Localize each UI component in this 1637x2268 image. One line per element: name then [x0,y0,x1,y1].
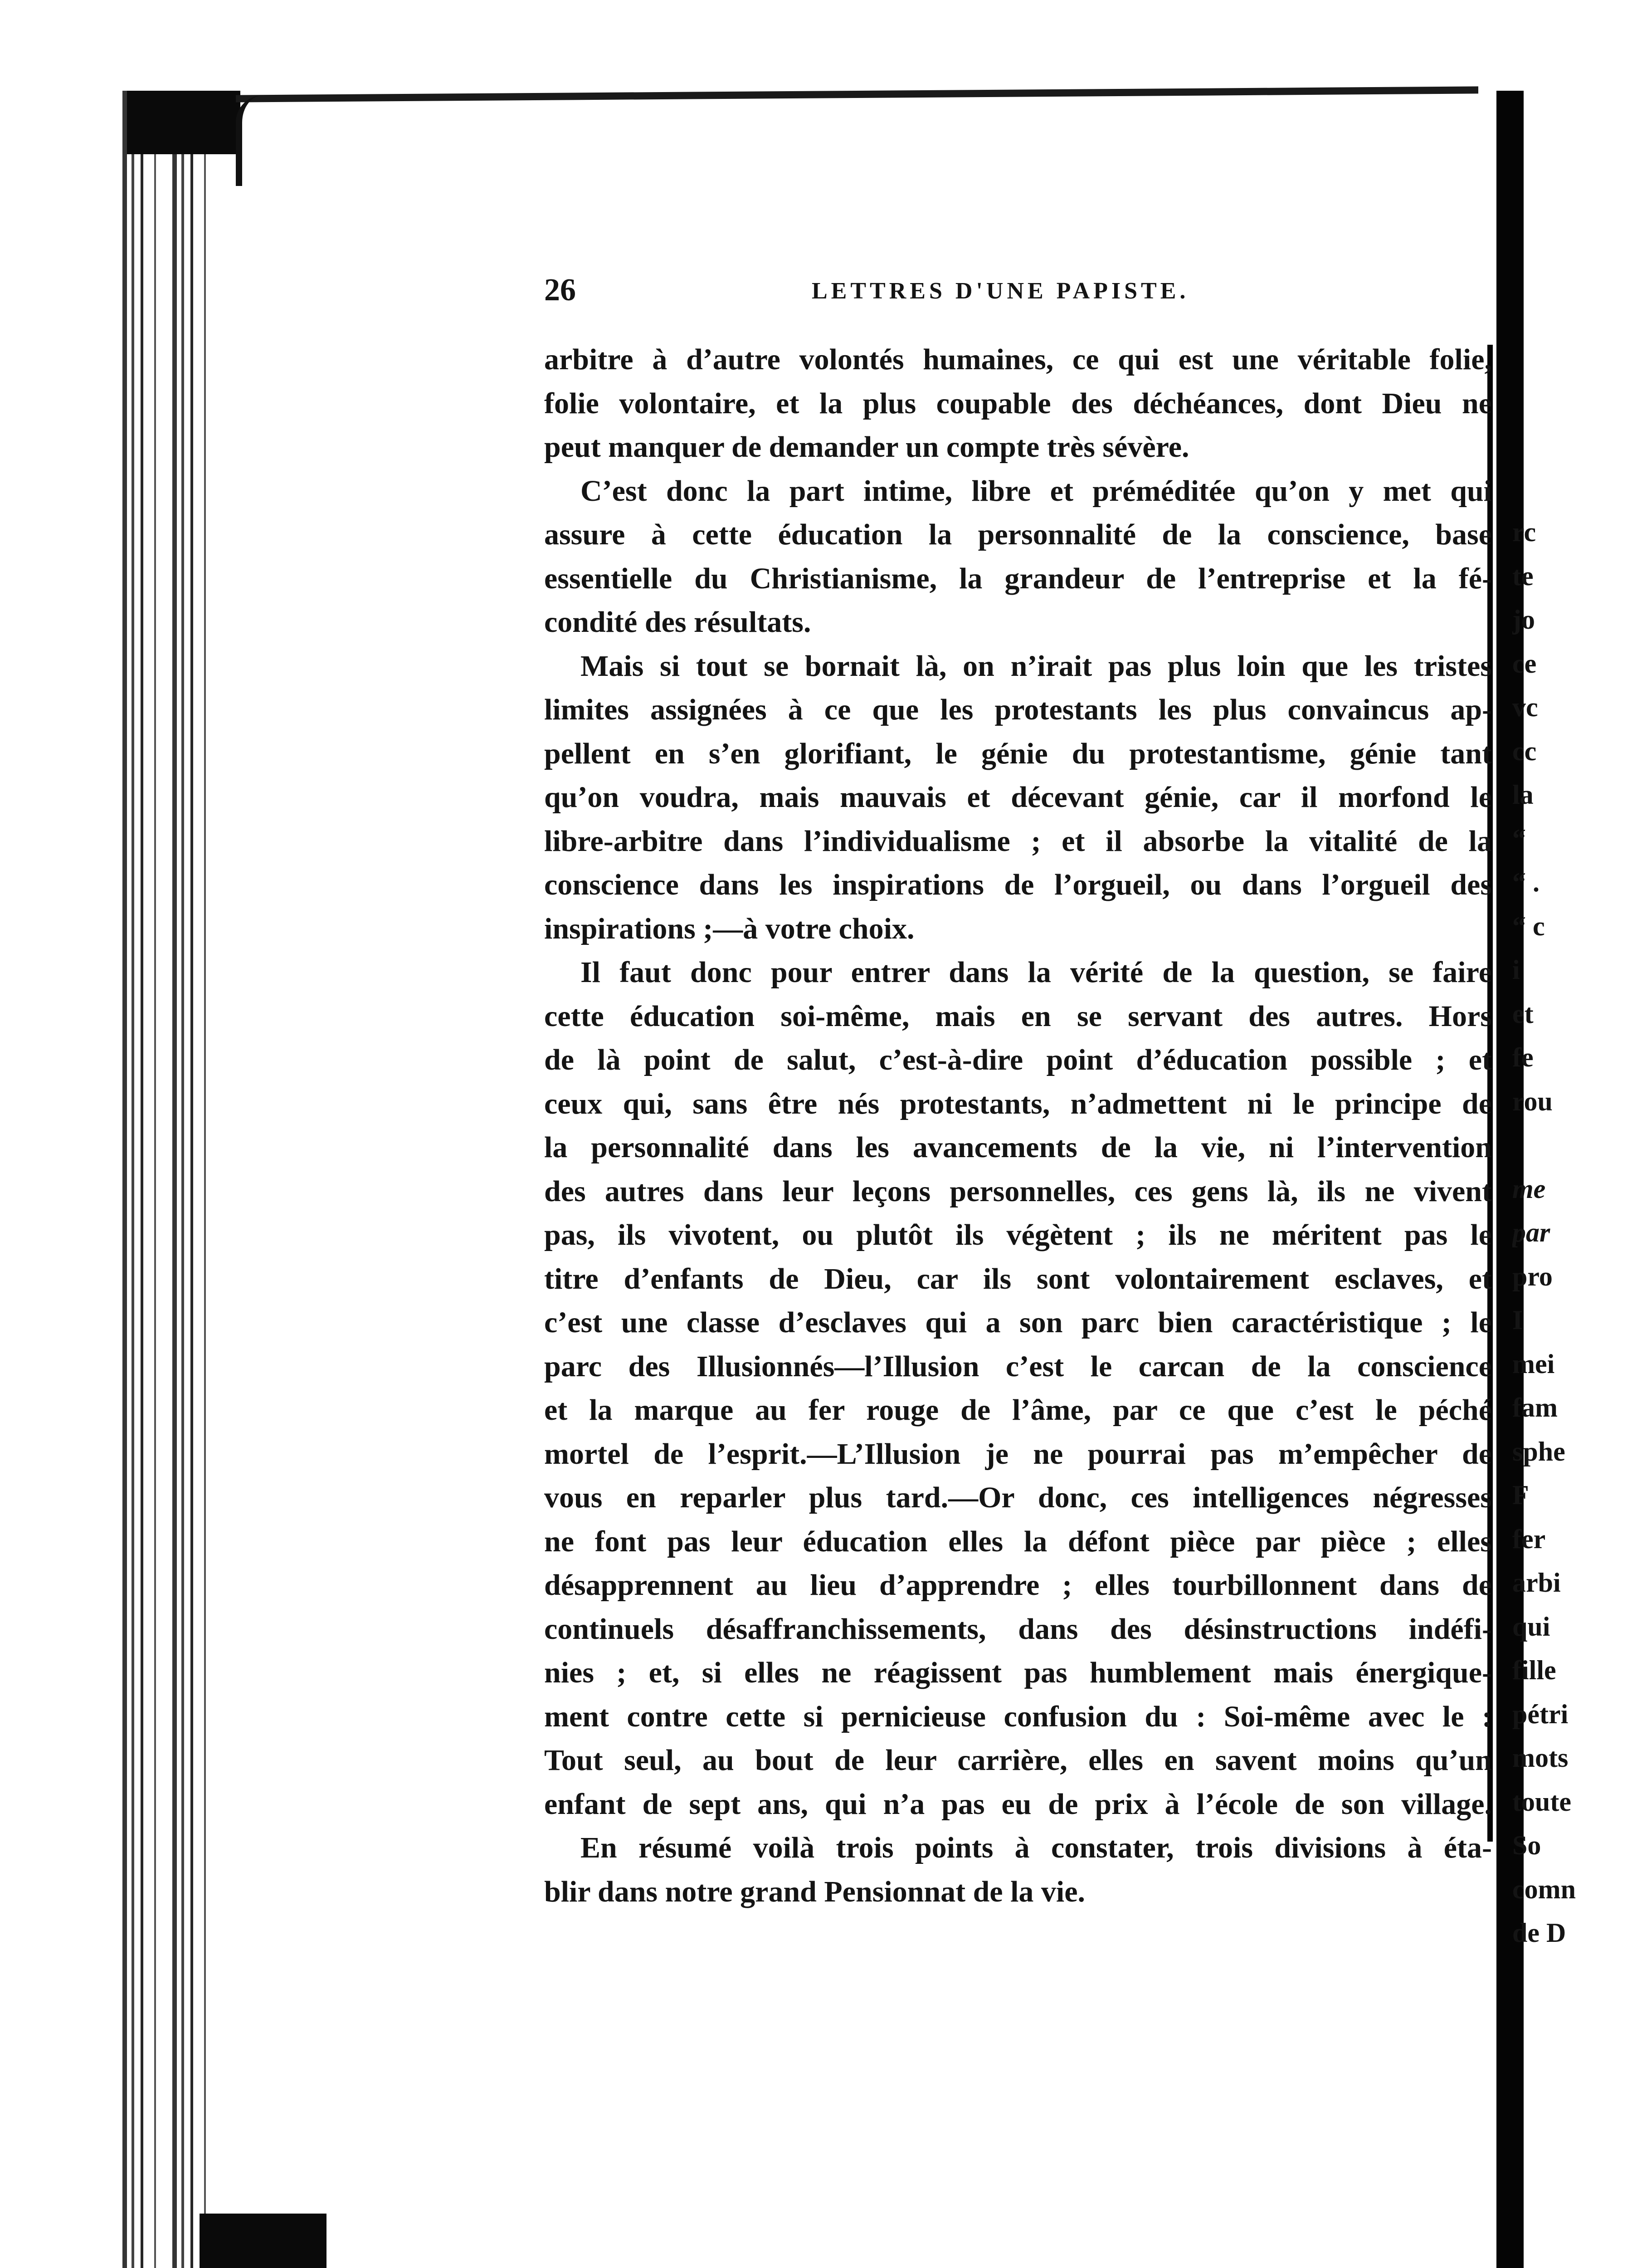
bleed-fragment: “ c [1512,911,1545,941]
text-line: désapprennent au lieu d’apprendre ; elles tourbillonnent dans de [544,1569,1492,1602]
text-line: vous en reparler plus tard.—Or donc, ces intelligences négresses [544,1481,1492,1514]
text-line: cette éducation soi-même, mais en se servant des autres. Hors [544,999,1492,1033]
bleed-fragment: te [1512,561,1534,591]
text-line: assure à cette éducation la personnalité de la conscience, base [544,518,1492,551]
bleed-fragment: arbi [1512,1568,1561,1598]
bleed-fragment: qui [1512,1611,1550,1642]
text-line: inspirations ;—à votre choix. [544,912,915,945]
text-line: essentielle du Christianisme, la grandeur de l’entreprise et la fé- [544,562,1492,595]
text-line: C’est donc la part intime, libre et préméditée qu’on y met qui [580,474,1492,508]
running-head [544,272,1474,313]
text-line: continuels désaffranchissements, dans des désinstructions indéfi- [544,1612,1492,1646]
text-line: arbitre à d’autre volontés humaines, ce qui est une véritable folie, [544,343,1492,376]
text-line: ment contre cette si pernicieuse confusion du : Soi-même avec le : [544,1700,1492,1733]
text-line: et la marque au fer rouge de l’âme, par ce que c’est le péché [544,1393,1492,1427]
bleed-fragment: jo [1512,605,1535,635]
text-line: parc des Illusionnés—l’Illusion c’est le carcan de la conscience [544,1349,1492,1383]
text-line: limites assignées à ce que les protestants les plus convaincus ap- [544,693,1492,726]
bleed-fragment: So [1512,1830,1541,1860]
binding-shadow-top [127,91,240,154]
bleed-fragment: ce [1512,648,1537,679]
text-line: la personnalité dans les avancements de la vie, ni l’intervention [544,1131,1492,1164]
text-line: titre d’enfants de Dieu, car ils sont volontairement esclaves, et [544,1262,1492,1295]
bleed-fragment: rc [1512,517,1536,547]
text-line: peut manquer de demander un compte très sévère. [544,430,1189,464]
text-line: Mais si tout se bornait là, on n’irait pas plus loin que les tristes [580,649,1492,683]
bleed-fragment: mots [1512,1743,1569,1773]
text-line: folie volontaire, et la plus coupable des déchéances, dont Dieu ne [544,386,1492,420]
text-line: pas, ils vivotent, ou plutôt ils végètent ; ils ne méritent pas le [544,1218,1492,1251]
text-line: Il faut donc pour entrer dans la vérité de la question, se faire [580,956,1492,989]
bleed-fragment: me [1512,1173,1546,1204]
bleed-fragment: F [1512,1480,1529,1510]
text-line: libre-arbitre dans l’individualisme ; et il absorbe la vitalité de la [544,824,1492,858]
text-line: ceux qui, sans être nés protestants, n’admettent ni le principe de [544,1087,1492,1120]
bleed-fragment: la [1512,780,1534,810]
bleed-fragment: I [1512,1305,1523,1335]
text-line: condité des résultats. [544,606,811,639]
bleed-fragment: cc [1512,736,1537,766]
bleed-fragment: fer [1512,1524,1546,1554]
bleed-fragment: i [1512,955,1520,985]
text-line: enfant de sept ans, qui n’a pas eu de prix à l’école de son village. [544,1787,1492,1821]
text-line: pellent en s’en glorifiant, le génie du protestantisme, génie tant [544,737,1492,770]
page-top-edge [236,86,1478,102]
text-line: des autres dans leur leçons personnelles, ces gens là, ils ne vivent [544,1174,1492,1208]
bleed-fragment: comn [1512,1874,1576,1904]
bleed-fragment: mei [1512,1349,1555,1379]
body-text [544,338,1492,1914]
bleed-fragment: rou [1512,1086,1553,1116]
bleed-fragment: par [1512,1217,1550,1247]
page-number: 26 [544,273,576,308]
binding-shadow [122,91,218,2268]
binding-shadow-bottom [200,2214,326,2268]
bleed-fragment: “ . [1512,867,1540,897]
bleed-fragment: fe [1512,1042,1534,1072]
bleed-fragment: sphe [1512,1436,1565,1466]
text-line: c’est une classe d’esclaves qui a son parc bien caractéristique ; le [544,1306,1492,1339]
text-line: nies ; et, si elles ne réagissent pas humblement mais énergique- [544,1656,1492,1689]
running-title: LETTRES D'UNE PAPISTE. [812,278,1189,304]
bleed-fragment: vc [1512,692,1538,722]
text-line: blir dans notre grand Pensionnat de la vie. [544,1875,1086,1908]
bleed-fragment: toute [1512,1786,1571,1817]
text-line: conscience dans les inspirations de l’orgueil, ou dans l’orgueil des [544,868,1492,901]
text-line: qu’on voudra, mais mauvais et décevant génie, car il morfond le [544,781,1492,814]
facing-page-bleed [1512,510,1617,1955]
text-line: Tout seul, au bout de leur carrière, elles en savent moins qu’un [544,1744,1492,1777]
bleed-fragment: “ [1512,823,1526,854]
text-line: de là point de salut, c’est-à-dire point d’éducation possible ; et [544,1043,1492,1076]
bleed-fragment [1512,1123,1617,1167]
page-corner-curl [236,95,278,186]
bleed-fragment: fam [1512,1393,1558,1422]
text-line: En résumé voilà trois points à constater, trois divisions à éta- [580,1831,1492,1864]
bleed-fragment: de D [1512,1918,1566,1948]
bleed-fragment: fille [1512,1655,1556,1685]
bleed-fragment: et [1512,998,1534,1029]
bleed-fragment: pro [1512,1261,1553,1291]
bleed-fragment: pétri [1512,1699,1569,1729]
text-line: ne font pas leur éducation elles la défont pièce par pièce ; elles [544,1525,1492,1558]
text-line: mortel de l’esprit.—L’Illusion je ne pourrai pas m’empêcher de [544,1437,1492,1471]
